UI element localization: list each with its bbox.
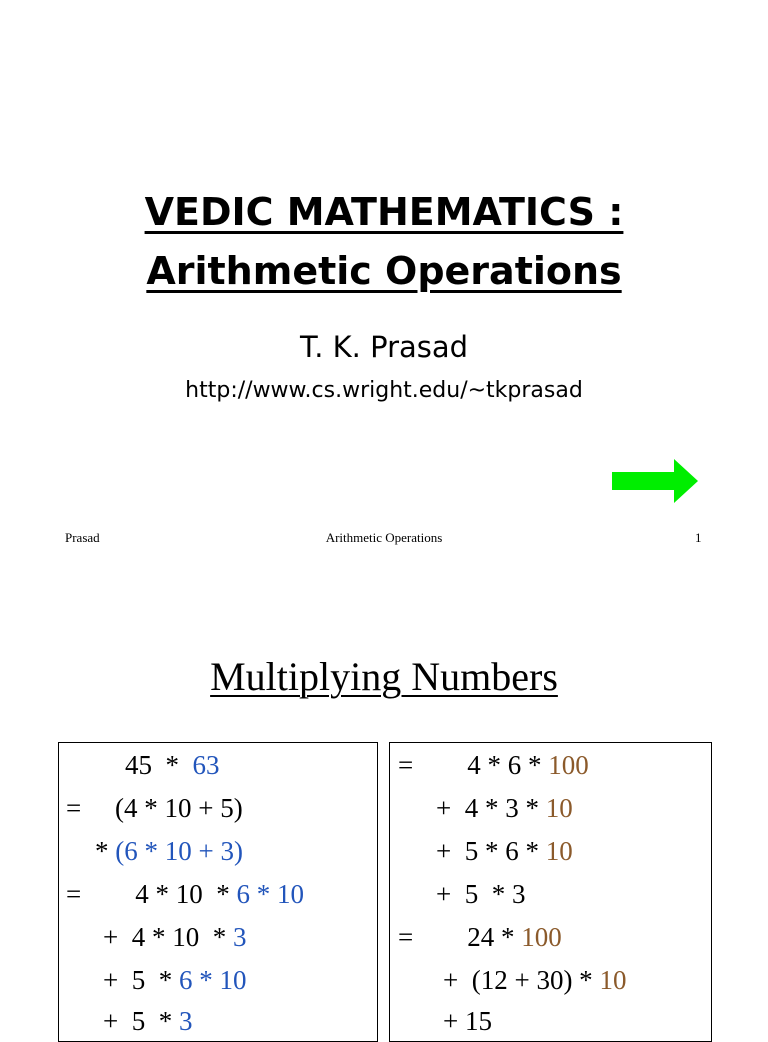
left-line-6: + 5 * 6 * 10 xyxy=(103,965,247,995)
left-line-4: = 4 * 10 * 6 * 10 xyxy=(66,879,304,909)
right-line-3: + 5 * 6 * 10 xyxy=(436,836,573,866)
author-url[interactable]: http://www.cs.wright.edu/~tkprasad xyxy=(185,378,583,403)
left-line-5: + 4 * 10 * 3 xyxy=(103,922,247,952)
slide-title-line-2: Arithmetic Operations xyxy=(146,249,622,293)
right-arrow-icon[interactable] xyxy=(612,459,698,503)
footer-title: Arithmetic Operations xyxy=(325,530,443,545)
right-line-7: + 15 xyxy=(443,1006,492,1036)
left-line-7: + 5 * 3 xyxy=(103,1006,193,1036)
author-name: T. K. Prasad xyxy=(299,330,469,364)
right-line-6: + (12 + 30) * 10 xyxy=(443,965,627,995)
left-line-1: 45 * 63 xyxy=(125,750,220,780)
footer-page-number: 1 xyxy=(695,530,702,545)
right-line-1: = 4 * 6 * 100 xyxy=(398,750,589,780)
left-line-3: * (6 * 10 + 3) xyxy=(95,836,243,866)
footer-author: Prasad xyxy=(65,530,100,545)
slide-title-line-1: VEDIC MATHEMATICS : xyxy=(144,190,624,234)
right-line-5: = 24 * 100 xyxy=(398,922,562,952)
slide-2-title: Multiplying Numbers xyxy=(210,654,558,699)
right-line-4: + 5 * 3 xyxy=(436,879,526,909)
left-line-2: = (4 * 10 + 5) xyxy=(66,793,243,823)
right-line-2: + 4 * 3 * 10 xyxy=(436,793,573,823)
